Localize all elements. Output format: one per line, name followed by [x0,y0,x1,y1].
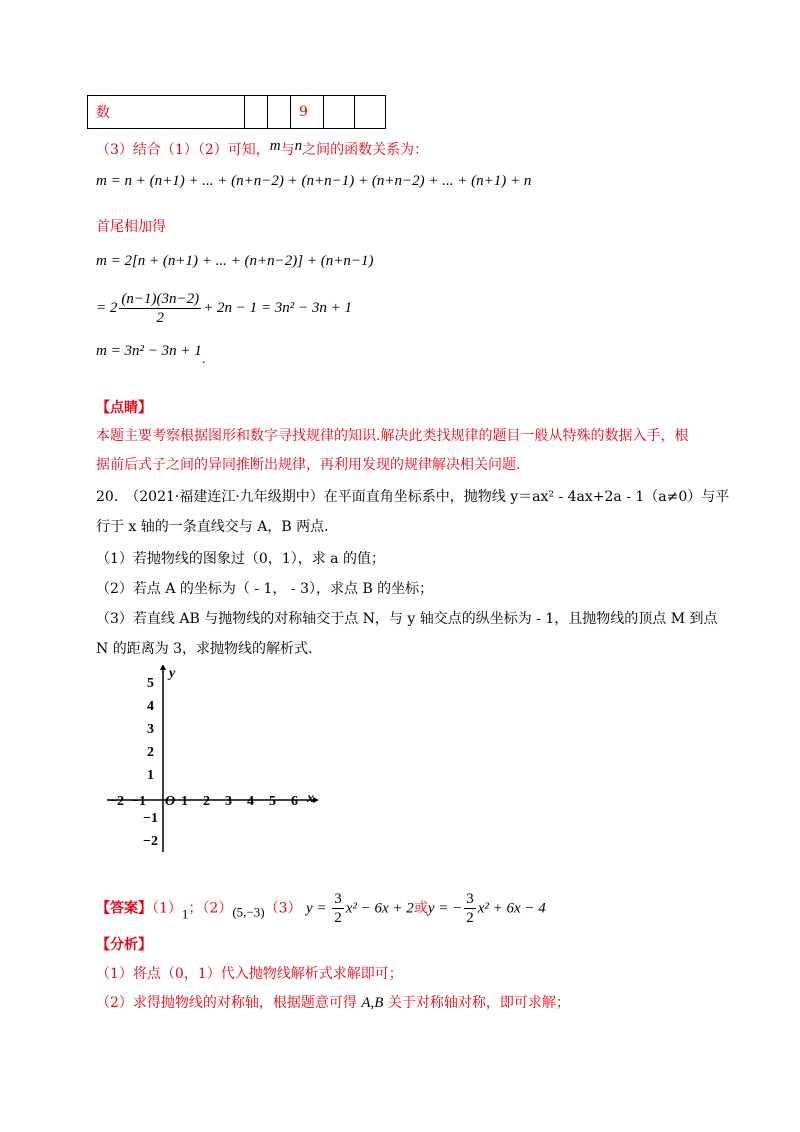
x-tick-label: 4 [247,794,254,809]
equation-expand: = 2 $\frac{(n-1)(3n-2)}{2}$ + 2n − 1 = 3n² − 3n + 1 [96,291,352,326]
fraction: $\frac{3}{2}$ [334,891,342,926]
analysis-title: 【分析】 [96,937,152,953]
y-tick-label: 4 [147,699,154,714]
y-tick-label: 1 [147,768,154,783]
question-20-line-1: 20. （2021·福建连江·九年级期中）在平面直角坐标系中，抛物线 y＝ax² - 4ax+2a - 1（a≠0）与平 [96,489,730,505]
step3-intro: （3）结合（1）（2）可知，m与n之间的函数关系为： [96,138,429,158]
table-cell [355,96,386,129]
x-tick-label: 6 [291,794,298,809]
y-axis-label: y [169,666,176,681]
equation-pair: m = 2[n + (n+1) + ... + (n+n−2)] + (n+n−1) [96,253,374,269]
question-20-part-2: （2）若点 A 的坐标为（ - 1， - 3），求点 B 的坐标； [96,581,434,597]
comment-title: 【点睛】 [96,400,152,416]
y-axis-arrow [160,665,166,670]
y-tick-label: 2 [147,745,154,760]
comment-line-2: 据前后式子之间的异同推断出规律，再利用发现的规律解决相关问题. [96,457,521,473]
table-cell [268,96,291,129]
question-20-part-3-line-1: （3）若直线 AB 与抛物线的对称轴交于点 N，与 y 轴交点的纵坐标为 - 1，且抛物线的顶点 M 到点 [96,611,718,627]
table-label-cell: 数 [88,96,245,129]
x-tick-label: 5 [269,794,276,809]
x-tick-label: 2 [203,794,210,809]
fraction: $\frac{(n-1)(3n-2)}{2}$ [121,291,200,326]
comment-line-1: 本题主要考察根据图形和数字寻找规律的知识.解决此类找规律的题目一般从特殊的数据入手，根 [96,428,689,444]
equation-sum: m = n + (n+1) + ... + (n+n−2) + (n+n−1) + (n+n−2) + ... + (n+1) + n [96,173,532,189]
x-tick-label: −1 [131,794,146,809]
table-cell [245,96,268,129]
fraction: $\frac{3}{2}$ [466,891,474,926]
question-20-part-1: （1）若抛物线的图象过（0，1），求 a 的值； [96,551,385,567]
table-fragment [87,95,386,129]
y-tick-label: −1 [143,811,158,826]
y-tick-label: 5 [147,676,154,691]
x-tick-label: 3 [225,794,232,809]
analysis-line-1: （1）将点（0，1）代入抛物线解析式求解即可； [96,966,403,982]
coordinate-graph [95,665,325,860]
table-cell [324,96,355,129]
origin-label: O [165,794,176,809]
analysis-line-2: （2）求得抛物线的对称轴，根据题意可得 A,B 关于对称轴对称，即可求解； [96,995,570,1011]
question-20-part-3-line-2: N 的距离为 3，求抛物线的解析式. [96,641,313,657]
head-tail-text: 首尾相加得 [96,219,166,235]
table-cell: 9 [291,96,324,129]
x-tick-label: −2 [109,794,124,809]
question-20-line-2: 行于 x 轴的一条直线交与 A，B 两点. [96,519,329,535]
y-tick-label: −2 [143,834,158,849]
y-tick-label: 3 [147,722,154,737]
answer-line: 【答案】（1）1；（2）(5,−3)（3） y = $\frac{3}{2}$ x² − 6x + 2或y = − $\frac{3}{2}$ x² + 6x − 4 [96,891,546,926]
x-axis-label: x [307,791,314,806]
x-tick-label: 1 [181,794,188,809]
equation-result: m = 3n² − 3n + 1. [96,343,206,367]
